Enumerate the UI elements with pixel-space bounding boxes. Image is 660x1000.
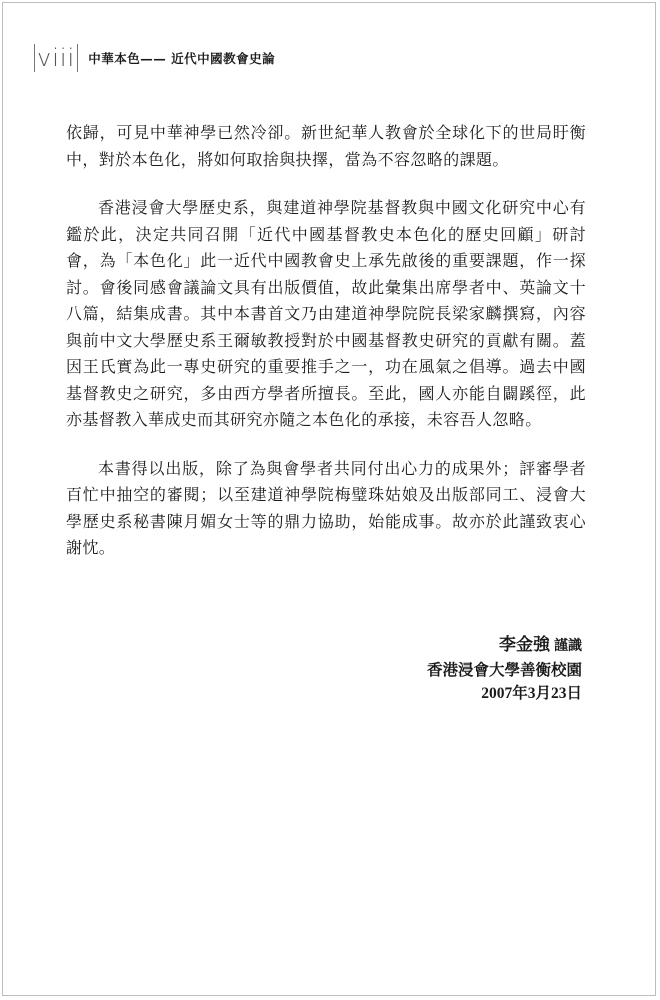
paragraph-2: 香港浸會大學歷史系，與建道神學院基督教與中國文化研究中心有鑑於此，決定共同召開「近代中國基督教史本色化的歷史回顧」研討會，為「本色化」此一近代中國教會史上承先啟後的重要課題，作一探討。會後同感會議論文具有出版價值，故此彙集出席學者中、英論文十八篇，結集成書。其中本書首文乃由建道神學院院長梁家麟撰寫，內容與前中文大學歷史系王爾敏教授對於中國基督教史研究的貢獻有關。蓋因王氏實為此一專史研究的重要推手之一，功在風氣之倡導。過去中國基督教史之研究，多由西方學者所擅長。至此，國人亦能自闢蹊徑，此亦基督教入華成史而其研究亦隨之本色化的承接，未容吾人忽略。 bbox=[66, 198, 586, 429]
page-number: viii bbox=[34, 44, 78, 72]
signature-block bbox=[427, 633, 582, 706]
running-header bbox=[34, 42, 275, 74]
body-text bbox=[66, 120, 586, 584]
paragraph-3: 本書得以出版，除了為與會學者共同付出心力的成果外；評審學者百忙中抽空的審閱；以至建道神學院梅璧珠姑娘及出版部同工、浸會大學歷史系秘書陳月媚女士等的鼎力協助，始能成事。故亦於此謹致衷心謝忱。 bbox=[66, 458, 586, 557]
signature-author: 李金強 bbox=[499, 635, 550, 655]
paragraph-1: 依歸，可見中華神學已然冷卻。新世紀華人教會於全球化下的世局盱衡中，對於本色化，將如何取捨與抉擇，當為不容忽略的課題。 bbox=[66, 123, 586, 169]
running-title: 中華本色—— 近代中國教會史論 bbox=[88, 51, 276, 66]
signature-suffix: 謹識 bbox=[554, 638, 582, 654]
signature-author-line bbox=[427, 633, 582, 658]
signature-place: 香港浸會大學善衡校園 bbox=[426, 660, 582, 679]
signature-date: 2007年3月23日 bbox=[481, 685, 582, 702]
